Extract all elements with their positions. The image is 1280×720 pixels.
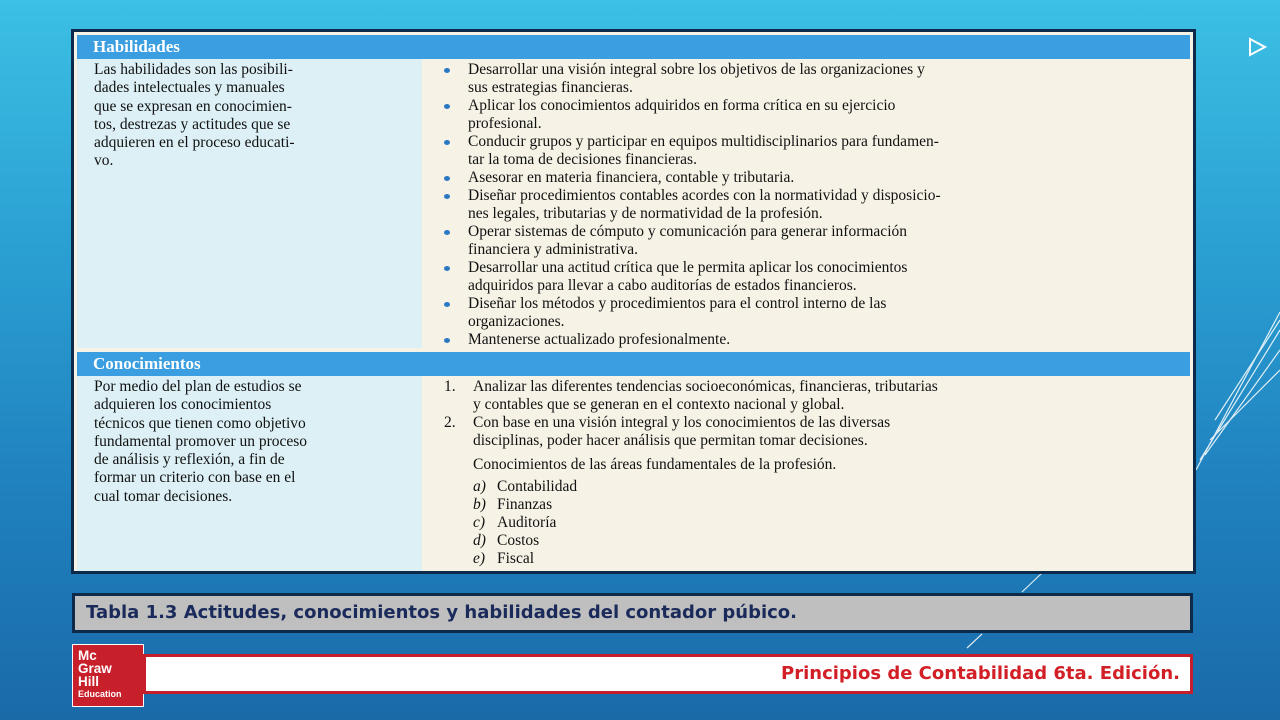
area-letter: e) bbox=[473, 550, 486, 567]
areas-title: Conocimientos de las áreas fundamentales de la profesión. bbox=[473, 456, 837, 473]
logo-line: Hill bbox=[78, 674, 100, 689]
table-caption: Tabla 1.3 Actitudes, conocimientos y habilidades del contador púbico. bbox=[72, 593, 1193, 633]
description-line: adquieren los conocimientos bbox=[94, 396, 272, 414]
description-line: cual tomar decisiones. bbox=[94, 487, 233, 505]
description-line: dades intelectuales y manuales bbox=[94, 79, 285, 97]
conocimientos-description bbox=[77, 376, 422, 574]
arrow-icon bbox=[1250, 39, 1265, 55]
bullet-icon bbox=[444, 266, 450, 271]
item-line: y contables que se generan en el contexto nacional y global. bbox=[473, 396, 845, 413]
item-line: Analizar las diferentes tendencias socioeconómicas, financieras, tributarias bbox=[473, 378, 938, 395]
item-line: Con base en una visión integral y los conocimientos de las diversas bbox=[473, 414, 891, 431]
description-line: adquieren en el proceso educati- bbox=[94, 134, 295, 152]
item-line: organizaciones. bbox=[468, 313, 565, 330]
logo-line: Mc bbox=[78, 648, 97, 663]
logo-sub: Education bbox=[78, 689, 122, 699]
bullet-icon bbox=[444, 140, 450, 145]
bullet-icon bbox=[444, 302, 450, 307]
description-line: Las habilidades son las posibili- bbox=[94, 61, 293, 78]
item-number: 2. bbox=[444, 414, 456, 431]
description-line: tos, destrezas y actitudes que se bbox=[94, 115, 291, 133]
conocimientos-header: Conocimientos bbox=[77, 352, 1190, 376]
list-item bbox=[440, 223, 1173, 259]
list-item bbox=[440, 169, 1173, 187]
item-line: Diseñar los métodos y procedimientos para el control interno de las bbox=[468, 295, 887, 312]
description-line: técnicos que tienen como objetivo bbox=[94, 414, 306, 432]
area-item bbox=[473, 496, 1173, 514]
area-item bbox=[473, 514, 1173, 532]
item-line: Desarrollar una visión integral sobre los objetivos de las organizaciones y bbox=[468, 61, 925, 78]
description-line: de análisis y reflexión, a fin de bbox=[94, 451, 285, 469]
bullet-icon bbox=[444, 338, 450, 343]
description-line: formar un criterio con base en el bbox=[94, 469, 296, 487]
bullet-icon bbox=[444, 104, 450, 109]
area-label: Auditoría bbox=[497, 514, 557, 531]
conocimientos-list bbox=[426, 376, 1189, 574]
description-line: que se expresan en conocimien- bbox=[94, 97, 292, 115]
bullet-icon bbox=[444, 68, 450, 73]
item-line: nes legales, tributarias y de normatividad de la profesión. bbox=[468, 205, 823, 222]
list-item bbox=[440, 259, 1173, 295]
area-item bbox=[473, 478, 1173, 496]
list-item bbox=[440, 295, 1173, 331]
list-item bbox=[440, 61, 1173, 97]
list-item bbox=[440, 331, 1173, 349]
item-line: Mantenerse actualizado profesionalmente. bbox=[468, 331, 731, 348]
area-letter: d) bbox=[473, 532, 486, 549]
description-line: Por medio del plan de estudios se bbox=[94, 378, 302, 395]
list-item bbox=[440, 414, 1173, 450]
item-line: Diseñar procedimientos contables acordes con la normatividad y disposicio- bbox=[468, 187, 941, 204]
habilidades-list bbox=[426, 59, 1189, 348]
area-label: Finanzas bbox=[497, 496, 553, 513]
item-number: 1. bbox=[444, 378, 456, 395]
skills-table bbox=[71, 29, 1196, 574]
list-item bbox=[440, 133, 1173, 169]
description-line: vo. bbox=[94, 152, 114, 170]
area-label: Costos bbox=[497, 532, 540, 549]
list-item bbox=[440, 187, 1173, 223]
bullet-icon bbox=[444, 230, 450, 235]
area-letter: c) bbox=[473, 514, 486, 531]
area-letter: a) bbox=[473, 478, 486, 495]
item-line: financiera y administrativa. bbox=[468, 241, 639, 258]
book-title-footer: Principios de Contabilidad 6ta. Edición. bbox=[143, 654, 1193, 694]
area-label: Fiscal bbox=[497, 550, 535, 567]
item-line: tar la toma de decisiones financieras. bbox=[468, 151, 697, 168]
area-item bbox=[473, 532, 1173, 550]
item-line: Operar sistemas de cómputo y comunicación para generar información bbox=[468, 223, 907, 240]
item-line: Conducir grupos y participar en equipos multidisciplinarios para fundamen- bbox=[468, 133, 939, 150]
list-item bbox=[440, 97, 1173, 133]
bullet-icon bbox=[444, 194, 450, 199]
item-line: Desarrollar una actitud crítica que le permita aplicar los conocimientos bbox=[468, 259, 908, 276]
area-letter: b) bbox=[473, 496, 486, 513]
item-line: Asesorar en materia financiera, contable y tributaria. bbox=[468, 169, 795, 186]
item-line: Aplicar los conocimientos adquiridos en forma crítica en su ejercicio bbox=[468, 97, 896, 114]
list-item bbox=[440, 378, 1173, 414]
item-line: adquiridos para llevar a cabo auditorías de estados financieros. bbox=[468, 277, 857, 294]
habilidades-header: Habilidades bbox=[77, 35, 1190, 59]
mcgraw-hill-logo bbox=[72, 644, 144, 707]
area-item bbox=[473, 550, 1173, 568]
bullet-icon bbox=[444, 176, 450, 181]
item-line: disciplinas, poder hacer análisis que permitan tomar decisiones. bbox=[473, 432, 868, 449]
item-line: profesional. bbox=[468, 115, 542, 132]
habilidades-description bbox=[77, 59, 422, 348]
logo-line: Graw bbox=[78, 661, 112, 676]
item-line: sus estrategias financieras. bbox=[468, 79, 633, 96]
area-label: Contabilidad bbox=[497, 478, 578, 495]
description-line: fundamental promover un proceso bbox=[94, 432, 308, 450]
